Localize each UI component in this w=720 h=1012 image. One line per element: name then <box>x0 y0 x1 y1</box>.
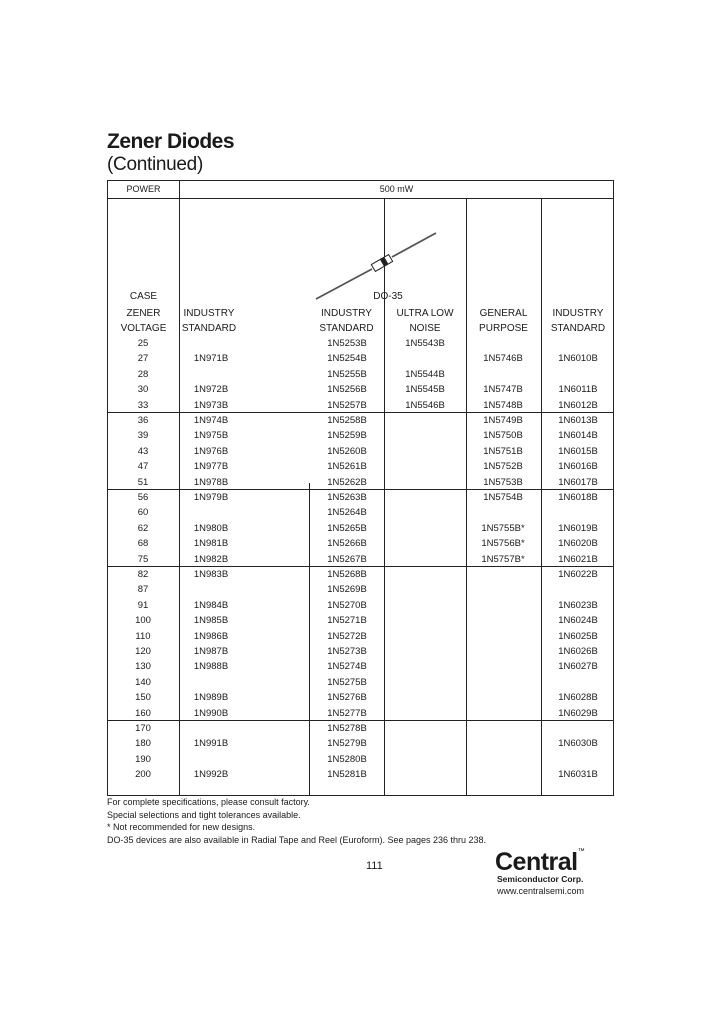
part-number-cell: 1N6025B <box>558 630 598 642</box>
group-separator <box>108 412 613 413</box>
part-number-cell: 1N980B <box>193 522 229 534</box>
part-number-cell <box>384 490 466 505</box>
part-number-cell: 1N5256B <box>327 384 367 396</box>
zener-voltage-cell: 150 <box>135 692 151 704</box>
col-header-line2: STANDARD <box>181 323 237 334</box>
part-number-cell: 1N6031B <box>558 769 598 781</box>
part-number-cell: 1N6030B <box>558 738 598 750</box>
zener-voltage-cell: 87 <box>137 584 149 596</box>
part-number-cell: 1N5752B <box>483 461 523 473</box>
part-number-cell <box>176 721 246 736</box>
part-number-cell: 1N977B <box>193 461 229 473</box>
part-number-cell: 1N5280B <box>327 753 367 765</box>
part-number-cell: 1N6029B <box>558 707 598 719</box>
part-number-cell: 1N5254B <box>327 353 367 365</box>
part-number-cell <box>384 644 466 659</box>
part-number-cell: 1N5269B <box>327 584 367 596</box>
footnote-1: For complete specifications, please consult factory. <box>107 797 310 807</box>
col-header-line1: INDUSTRY <box>183 308 235 319</box>
zener-voltage-cell: 68 <box>137 538 149 550</box>
part-number-cell <box>541 336 615 351</box>
part-number-cell: 1N5270B <box>327 599 367 611</box>
part-number-cell: 1N5277B <box>327 707 367 719</box>
part-number-cell <box>541 721 615 736</box>
case-label: CASE <box>129 291 158 302</box>
part-number-cell <box>384 567 466 582</box>
col-header-line2: STANDARD <box>550 323 606 334</box>
part-number-cell <box>384 752 466 767</box>
col-header-ultra-low-noise <box>384 306 466 336</box>
zener-voltage-cell: 75 <box>137 553 149 565</box>
part-number-cell <box>466 644 541 659</box>
part-number-cell <box>466 675 541 690</box>
part-number-cell: 1N6019B <box>558 522 598 534</box>
part-number-cell <box>176 582 246 597</box>
part-number-cell <box>384 629 466 644</box>
part-number-cell: 1N5255B <box>327 368 367 380</box>
part-number-cell: 1N5273B <box>327 646 367 657</box>
part-number-cell <box>384 536 466 551</box>
zener-voltage-cell: 27 <box>137 353 149 365</box>
part-number-cell <box>466 567 541 582</box>
zener-diode-table <box>107 180 614 796</box>
part-number-cell <box>384 598 466 613</box>
part-number-cell: 1N973B <box>193 399 229 411</box>
part-number-cell <box>466 598 541 613</box>
group-separator <box>108 566 613 567</box>
part-number-cell <box>541 675 615 690</box>
part-number-cell <box>466 629 541 644</box>
page-title: Zener Diodes <box>107 130 235 153</box>
part-number-cell <box>466 736 541 751</box>
part-number-cell <box>384 552 466 567</box>
part-number-cell: 1N974B <box>193 415 229 426</box>
part-number-cell <box>466 721 541 736</box>
part-number-cell: 1N5747B <box>483 384 523 396</box>
part-number-cell: 1N6018B <box>558 492 598 503</box>
zener-voltage-cell: 170 <box>135 723 151 734</box>
zener-voltage-cell: 190 <box>135 753 151 765</box>
zener-voltage-cell: 160 <box>135 707 151 719</box>
part-number-cell: 1N5253B <box>327 338 367 349</box>
part-number-cell: 1N5265B <box>327 522 367 534</box>
part-number-cell: 1N984B <box>193 599 229 611</box>
part-number-cell <box>384 736 466 751</box>
zener-voltage-cell: 36 <box>137 415 149 426</box>
zener-voltage-cell: 60 <box>137 507 149 519</box>
part-number-cell: 1N5266B <box>327 538 367 550</box>
part-number-cell: 1N5263B <box>327 492 367 503</box>
part-number-cell: 1N6014B <box>558 430 598 442</box>
col-header-industry-standard-1 <box>179 306 239 336</box>
group-separator <box>108 489 613 490</box>
part-number-cell: 1N5749B <box>483 415 523 426</box>
col-header-industry-standard-2 <box>309 306 384 336</box>
part-number-cell: 1N5261B <box>327 461 367 473</box>
part-number-cell <box>466 706 541 721</box>
part-number-cell: 1N978B <box>193 476 229 488</box>
part-number-cell <box>384 659 466 674</box>
part-number-cell <box>466 767 541 782</box>
part-number-cell <box>466 367 541 382</box>
part-number-cell: 1N5751B <box>483 445 523 457</box>
part-number-cell <box>384 721 466 736</box>
part-number-cell <box>176 336 246 351</box>
part-number-cell: 1N5278B <box>327 723 367 734</box>
part-number-cell: 1N5748B <box>483 399 523 411</box>
part-number-cell <box>384 428 466 443</box>
zener-voltage-cell: 82 <box>137 569 149 580</box>
part-number-cell: 1N976B <box>193 445 229 457</box>
part-number-cell <box>384 613 466 628</box>
zener-voltage-cell: 200 <box>135 769 151 781</box>
part-number-cell: 1N6010B <box>558 353 598 365</box>
zener-voltage-cell: 30 <box>137 384 149 396</box>
part-number-cell: 1N5271B <box>327 615 367 627</box>
zener-voltage-cell: 43 <box>137 445 149 457</box>
part-number-cell: 1N5750B <box>483 430 523 442</box>
part-number-cell: 1N5276B <box>327 692 367 704</box>
footnote-3: * Not recommended for new designs. <box>107 822 256 832</box>
part-number-cell: 1N5268B <box>327 569 367 580</box>
part-number-cell: 1N5546B <box>405 399 445 411</box>
part-number-cell <box>384 351 466 366</box>
zener-voltage-cell: 47 <box>137 461 149 473</box>
part-number-cell: 1N5264B <box>327 507 367 519</box>
part-number-cell <box>384 475 466 490</box>
part-number-cell <box>384 706 466 721</box>
part-number-cell: 1N6013B <box>558 415 598 426</box>
part-number-cell: 1N6027B <box>558 661 598 673</box>
part-number-cell <box>384 459 466 474</box>
case-value: DO-35 <box>373 291 403 302</box>
part-number-cell: 1N987B <box>193 646 229 657</box>
group-separator <box>108 720 613 721</box>
part-number-cell: 1N5260B <box>327 445 367 457</box>
page-number: 111 <box>366 860 383 872</box>
part-number-cell: 1N5545B <box>405 384 445 396</box>
part-number-cell: 1N5543B <box>405 338 445 349</box>
part-number-cell: 1N6021B <box>558 553 598 565</box>
part-number-cell: 1N979B <box>193 492 229 503</box>
part-number-cell: 1N990B <box>193 707 229 719</box>
part-number-cell: 1N6015B <box>558 445 598 457</box>
part-number-cell <box>384 675 466 690</box>
part-number-cell <box>176 505 246 520</box>
part-number-cell: 1N5274B <box>327 661 367 673</box>
brand-logo <box>495 848 584 877</box>
part-number-cell: 1N5756B* <box>481 538 525 550</box>
part-number-cell: 1N981B <box>193 538 229 550</box>
part-number-cell: 1N982B <box>193 553 229 565</box>
part-number-cell: 1N6024B <box>558 615 598 627</box>
part-number-cell: 1N6022B <box>558 569 598 580</box>
part-number-cell <box>384 444 466 459</box>
part-number-cell: 1N6016B <box>558 461 598 473</box>
part-number-cell <box>176 752 246 767</box>
zener-voltage-cell: 56 <box>137 492 149 503</box>
part-number-cell: 1N5754B <box>483 492 523 503</box>
part-number-cell <box>384 582 466 597</box>
part-number-cell: 1N5275B <box>327 676 367 688</box>
brand-url: www.centralsemi.com <box>497 886 585 896</box>
power-label: POWER <box>126 184 161 194</box>
part-number-cell: 1N5272B <box>327 630 367 642</box>
part-number-cell <box>541 505 615 520</box>
part-number-cell: 1N6012B <box>558 399 598 411</box>
do35-diode-illustration <box>308 203 448 303</box>
part-number-cell: 1N992B <box>193 769 229 781</box>
part-number-cell: 1N5755B* <box>481 522 525 534</box>
part-number-cell <box>466 690 541 705</box>
part-number-cell: 1N5258B <box>327 415 367 426</box>
col-header-line2: STANDARD <box>319 323 374 334</box>
part-number-cell <box>384 505 466 520</box>
brand-tagline: Semiconductor Corp. <box>497 874 584 884</box>
col-header-line1: INDUSTRY <box>321 308 372 319</box>
part-number-cell <box>466 582 541 597</box>
brand-name: Central <box>495 848 578 876</box>
part-number-cell: 1N985B <box>193 615 229 627</box>
part-number-cell: 1N988B <box>193 661 229 673</box>
zener-voltage-cell: 180 <box>135 738 151 750</box>
zener-voltage-cell: 62 <box>137 522 149 534</box>
zener-voltage-cell: 140 <box>135 676 151 688</box>
part-number-cell <box>384 767 466 782</box>
part-number-cell <box>541 752 615 767</box>
part-number-cell: 1N6020B <box>558 538 598 550</box>
part-number-cell <box>466 336 541 351</box>
zener-voltage-cell: 39 <box>137 430 149 442</box>
part-number-cell: 1N6028B <box>558 692 598 704</box>
part-number-cell <box>541 582 615 597</box>
part-number-cell <box>466 613 541 628</box>
zener-voltage-cell: 120 <box>135 646 151 657</box>
part-number-cell: 1N989B <box>193 692 229 704</box>
part-number-cell: 1N986B <box>193 630 229 642</box>
zener-voltage-cell: 51 <box>137 476 149 488</box>
part-number-cell: 1N983B <box>193 569 229 580</box>
power-value: 500 mW <box>179 181 613 198</box>
part-number-cell: 1N6011B <box>558 384 598 396</box>
part-number-cell: 1N6026B <box>558 646 598 657</box>
part-number-cell: 1N5281B <box>327 769 367 781</box>
footnote-4: DO-35 devices are also available in Radial Tape and Reel (Euroform). See pages 236 thru 238. <box>107 835 487 845</box>
part-number-cell <box>176 675 246 690</box>
zener-voltage-cell: 100 <box>135 615 151 627</box>
col-header-industry-standard-3 <box>541 306 615 336</box>
part-number-cell <box>384 521 466 536</box>
zener-voltage-cell: 91 <box>137 599 149 611</box>
part-number-cell <box>466 659 541 674</box>
part-number-cell <box>466 505 541 520</box>
zener-voltage-cell: 28 <box>137 368 149 380</box>
col-header-line1: ULTRA LOW <box>396 308 454 319</box>
part-number-cell: 1N975B <box>193 430 229 442</box>
part-number-cell: 1N5757B* <box>481 553 525 565</box>
zener-voltage-cell: 110 <box>135 630 151 642</box>
part-number-cell: 1N991B <box>193 738 229 750</box>
part-number-cell <box>541 367 615 382</box>
col-header-line1: GENERAL <box>479 308 528 319</box>
footnote-2: Special selections and tight tolerances available. <box>107 810 301 820</box>
zener-voltage-cell: 25 <box>137 338 149 349</box>
part-number-cell: 1N5259B <box>327 430 367 442</box>
part-number-cell: 1N5279B <box>327 738 367 750</box>
part-number-cell: 1N5257B <box>327 399 367 411</box>
col-header-line2: PURPOSE <box>479 323 528 334</box>
part-number-cell: 1N6023B <box>558 599 598 611</box>
page-subtitle: (Continued) <box>107 154 203 175</box>
part-number-cell: 1N6017B <box>558 476 598 488</box>
col-header-line2: NOISE <box>409 323 441 334</box>
part-number-cell <box>176 367 246 382</box>
zener-voltage-cell: 33 <box>137 399 149 411</box>
part-number-cell: 1N5753B <box>483 476 523 488</box>
power-header-row <box>108 181 613 199</box>
part-number-cell <box>384 690 466 705</box>
col-header-line1: INDUSTRY <box>552 308 604 319</box>
part-number-cell <box>384 413 466 428</box>
part-number-cell: 1N5544B <box>405 368 445 380</box>
part-number-cell <box>466 752 541 767</box>
zener-label-line2: VOLTAGE <box>120 323 167 334</box>
part-number-cell: 1N5746B <box>483 353 523 365</box>
zener-label-line1: ZENER <box>126 308 161 319</box>
part-number-cell: 1N5262B <box>327 476 367 488</box>
zener-voltage-cell: 130 <box>135 661 151 673</box>
col-header-general-purpose <box>466 306 541 336</box>
part-number-cell: 1N5267B <box>327 553 367 565</box>
part-number-cell: 1N971B <box>193 353 229 365</box>
part-number-cell: 1N972B <box>193 384 229 396</box>
zener-voltage-header <box>108 306 179 336</box>
brand-trademark: ™ <box>577 848 585 855</box>
